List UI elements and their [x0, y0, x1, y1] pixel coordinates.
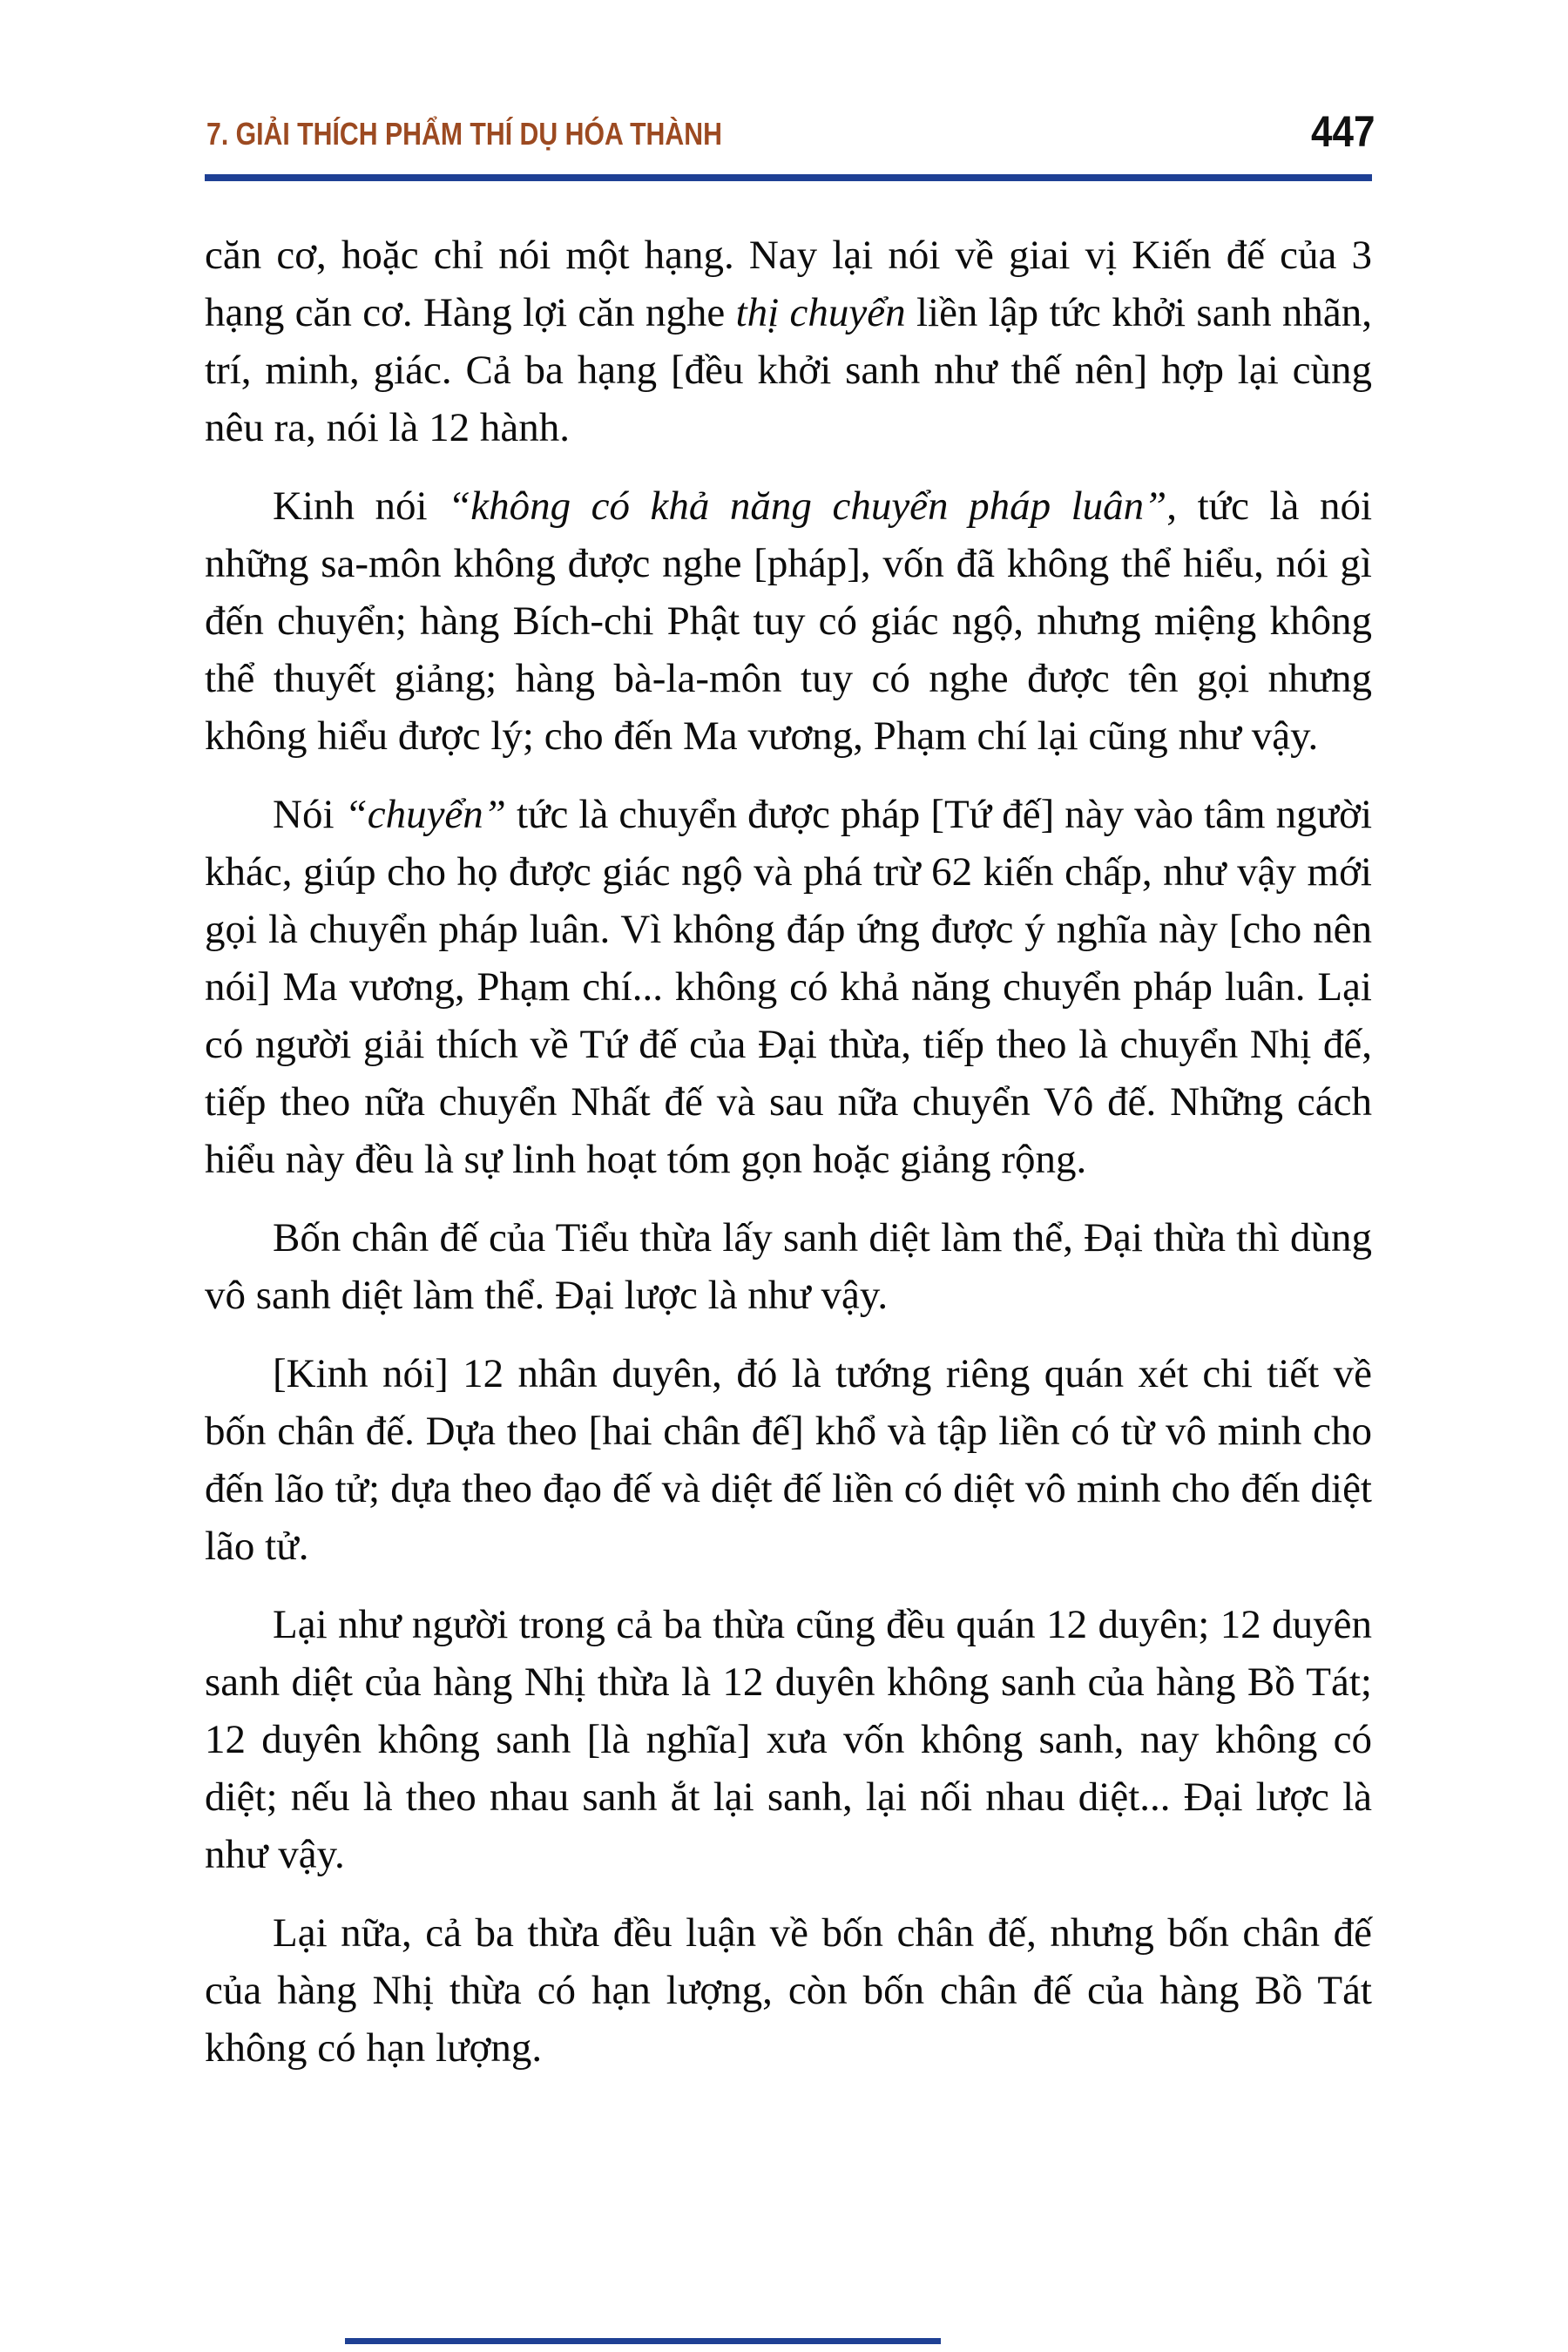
- paragraph: [205, 786, 1372, 1188]
- text-run: tức là chuyển được pháp [Tứ đế] này vào tâm người khác, giúp cho họ được giác ngộ và phá trừ 62 kiến chấp, như vậy mới gọi là chuyển pháp luân. Vì không đáp ứng được ý nghĩa này [cho nên nói] Ma vương, Phạm chí... không có khả năng chuyển pháp luân. Lại có người giải thích về Tứ đế của Đại thừa, tiếp theo là chuyển Nhị đế, tiếp theo nữa chuyển Nhất đế và sau nữa chuyển Vô đế. Những cách hiểu này đều là sự linh hoạt tóm gọn hoặc giảng rộng.: [205, 792, 1373, 1182]
- footer-rule: [345, 2338, 941, 2344]
- text-run: Nói: [273, 792, 345, 837]
- paragraph: [205, 1209, 1372, 1324]
- page-number: 447: [1310, 107, 1375, 156]
- text-run: liền lập tức khởi sanh nhãn, trí, minh, giác. Cả ba hạng [đều khởi sanh như thế nên] hợp lại cùng nêu ra, nói là 12 hành.: [205, 290, 1372, 450]
- paragraph: [205, 1904, 1372, 2077]
- paragraph: [205, 1596, 1372, 1883]
- header-rule: [205, 174, 1372, 181]
- italic-text-run: “chuyển”: [344, 792, 506, 837]
- running-header-chapter-title: 7. GIẢI THÍCH PHẨM THÍ DỤ HÓA THÀNH: [206, 116, 722, 152]
- italic-text-run: “không có khả năng chuyển pháp luân”: [448, 483, 1167, 529]
- body-text: [205, 226, 1372, 2098]
- text-run: Bốn chân đế của Tiểu thừa lấy sanh diệt làm thể, Đại thừa thì dùng vô sanh diệt làm thể. Đại lược là như vậy.: [205, 1215, 1372, 1318]
- text-run: Lại như người trong cả ba thừa cũng đều quán 12 duyên; 12 duyên sanh diệt của hàng Nhị thừa là 12 duyên không sanh của hàng Bồ Tát; 12 duyên không sanh [là nghĩa] xưa vốn không sanh, nay không có diệt; nếu là theo nhau sanh ắt lại sanh, lại nối nhau diệt... Đại lược là như vậy.: [205, 1602, 1372, 1877]
- italic-text-run: thị chuyển: [735, 290, 906, 335]
- text-run: [Kinh nói] 12 nhân duyên, đó là tướng riêng quán xét chi tiết về bốn chân đế. Dựa theo [hai chân đế] khổ và tập liền có từ vô minh cho đến lão tử; dựa theo đạo đế và diệt đế liền có diệt vô minh cho đến diệt lão tử.: [205, 1351, 1372, 1569]
- paragraph: [205, 1345, 1372, 1575]
- paragraph: [205, 226, 1372, 456]
- text-run: Lại nữa, cả ba thừa đều luận về bốn chân đế, nhưng bốn chân đế của hàng Nhị thừa có hạn lượng, còn bốn chân đế của hàng Bồ Tát không có hạn lượng.: [205, 1910, 1372, 2071]
- paragraph: [205, 477, 1372, 765]
- text-run: , tức là nói những sa-môn không được nghe [pháp], vốn đã không thể hiểu, nói gì đến chuyển; hàng Bích-chi Phật tuy có giác ngộ, nhưng miệng không thể thuyết giảng; hàng bà-la-môn tuy có nghe được tên gọi nhưng không hiểu được lý; cho đến Ma vương, Phạm chí lại cũng như vậy.: [205, 483, 1372, 759]
- text-run: căn cơ, hoặc chỉ nói một hạng. Nay lại nói về giai vị Kiến đế của 3 hạng căn cơ. Hàng lợi căn nghe: [205, 233, 1372, 335]
- text-run: Kinh nói: [273, 483, 449, 529]
